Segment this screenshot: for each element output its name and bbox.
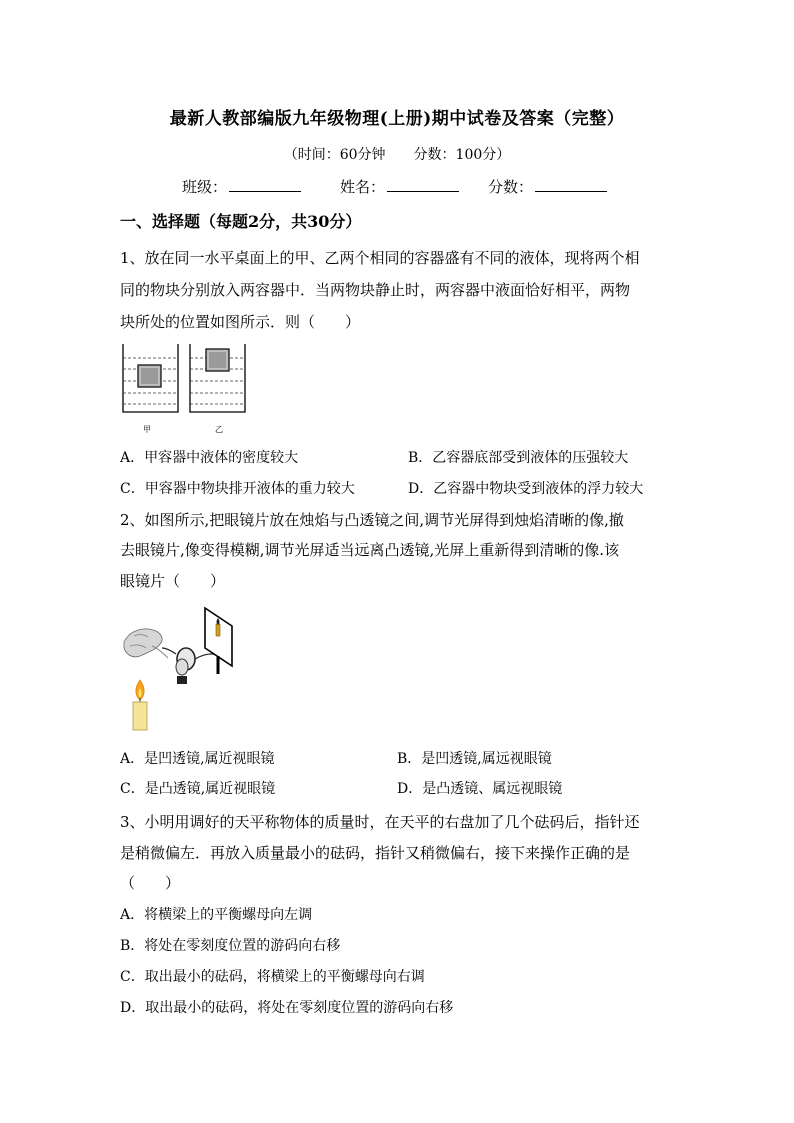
light-screen [205,608,232,674]
convex-lens [176,659,188,684]
q1-line-1: 1、放在同一水平桌面上的甲、乙两个相同的容器盛有不同的液体，现将两个相 [120,249,640,267]
class-blank [229,177,301,192]
figure-label-yi: 乙 [215,425,223,434]
q1-option-b: B．乙容器底部受到液体的压强较大 [408,450,629,466]
q3-line-2: 是稍微偏左．再放入质量最小的砝码，指针又稍微偏右，接下来操作正确的是 [120,844,631,862]
page-title: 最新人教部编版九年级物理(上册)期中试卷及答案（完整） [169,109,625,129]
q3-option-c: C．取出最小的砝码，将横梁上的平衡螺母向右调 [120,969,425,985]
q3-line-3: （ ） [120,874,181,892]
q1-option-c: C．甲容器中物块排开液体的重力较大 [120,481,355,497]
class-field [182,176,301,197]
q1-option-a: A．甲容器中液体的密度较大 [120,450,299,466]
container-yi [190,344,245,412]
score-field [488,176,607,197]
name-label: 姓名： [340,178,386,196]
exam-time-score: （时间：60分钟 分数：100分） [283,147,511,163]
q2-line-2: 去眼镜片,像变得模糊,调节光屏适当远离凸透镜,光屏上重新得到清晰的像.该 [120,541,620,559]
q3-option-b: B．将处在零刻度位置的游码向右移 [120,938,341,954]
q3-option-d: D．取出最小的砝码，将处在零刻度位置的游码向右移 [120,1000,454,1016]
q2-option-a: A．是凹透镜,属近视眼镜 [120,751,275,767]
q1-container-figure [118,340,253,436]
section-heading: 一、选择题（每题2分，共30分） [120,212,362,231]
q2-line-3: 眼镜片（ ） [120,572,226,590]
q2-option-d: D．是凸透镜、属远视眼镜 [397,781,563,797]
class-label: 班级： [182,178,228,196]
q2-line-1: 2、如图所示,把眼镜片放在烛焰与凸透镜之间,调节光屏得到烛焰清晰的像,撤 [120,511,624,529]
q2-optics-figure [120,604,240,734]
score-blank [535,177,607,192]
candle-icon [133,680,147,730]
q1-line-2: 同的物块分别放入两容器中．当两物块静止时，两容器中液面恰好相平，两物 [120,281,631,299]
q2-option-c: C．是凸透镜,属近视眼镜 [120,781,276,797]
q3-line-1: 3、小明用调好的天平称物体的质量时，在天平的右盘加了几个砝码后，指针还 [120,813,640,831]
q1-option-d: D．乙容器中物块受到液体的浮力较大 [408,481,644,497]
q3-option-a: A．将横梁上的平衡螺母向左调 [120,907,313,923]
q1-line-3: 块所处的位置如图所示．则（ ） [120,313,361,331]
container-jia [123,344,178,412]
q2-option-b: B．是凹透镜,属远视眼镜 [397,751,552,767]
score-label: 分数： [488,178,534,196]
figure-label-jia: 甲 [143,425,151,434]
hand-illustration [124,629,168,658]
name-blank [387,177,459,192]
name-field [340,176,459,197]
